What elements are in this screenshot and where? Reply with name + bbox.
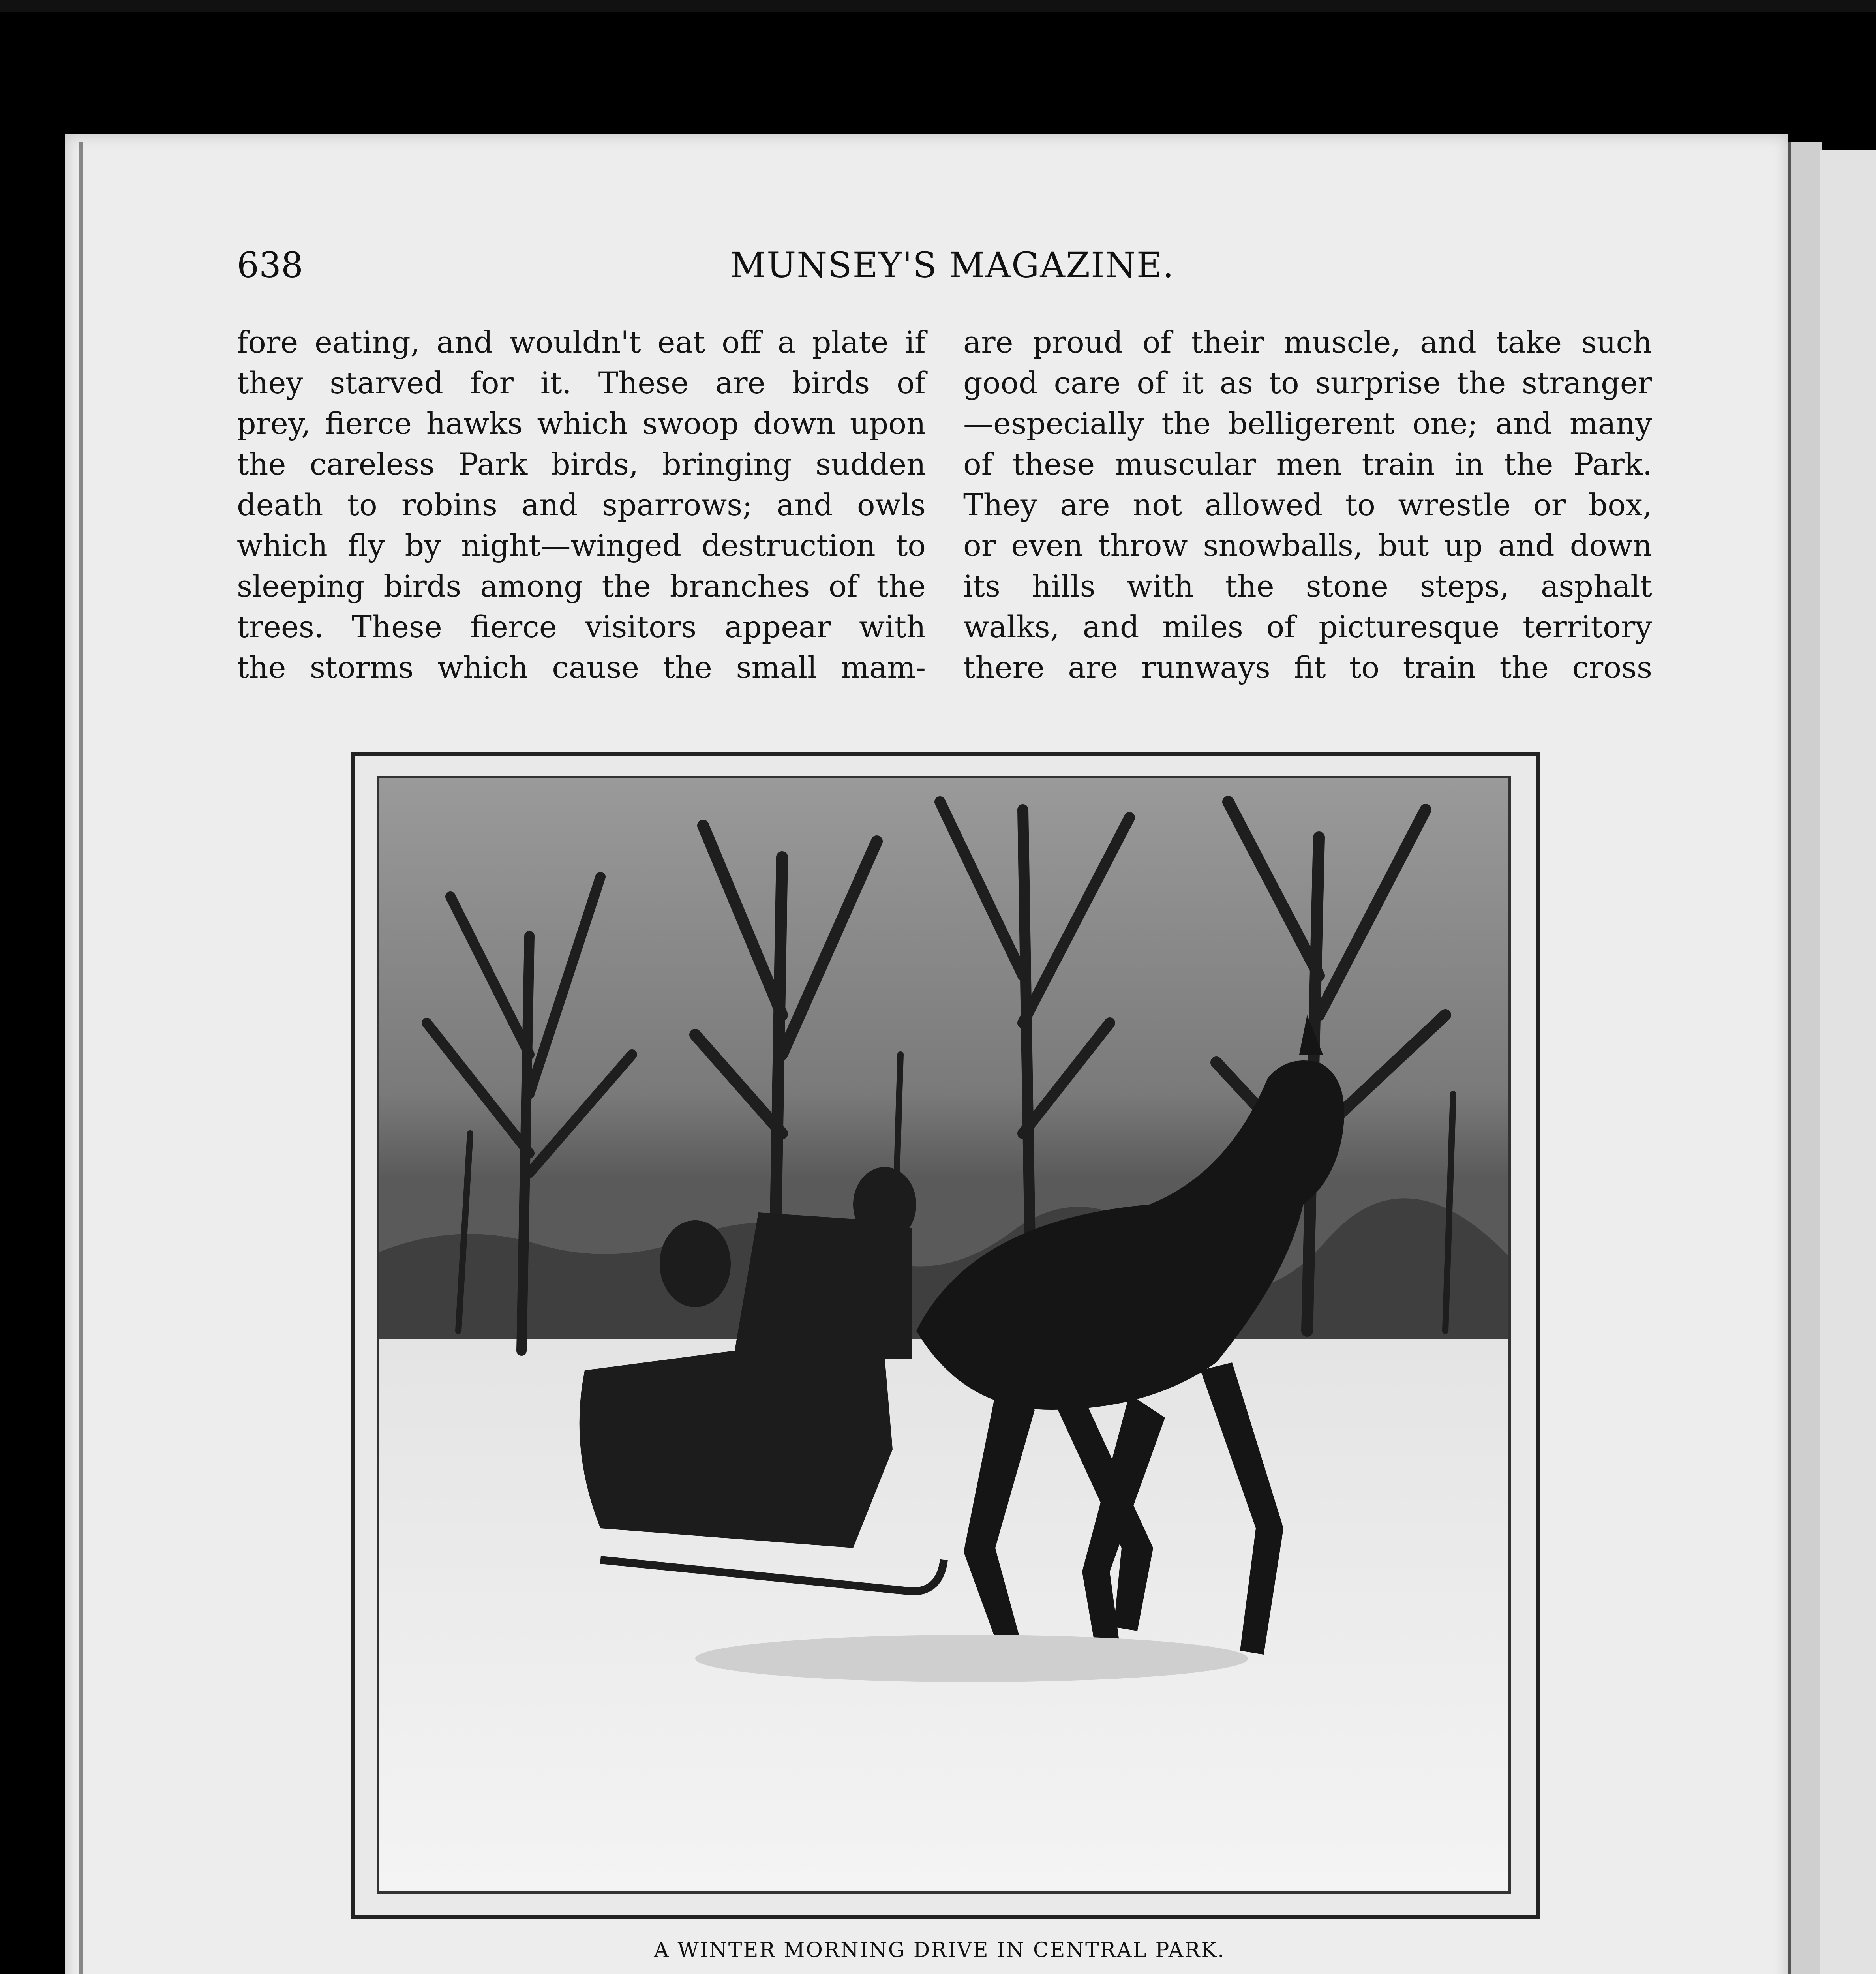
text-line: the careless Park birds, bringing sudden bbox=[237, 447, 926, 482]
text-line: or even throw snowballs, but up and down bbox=[963, 528, 1652, 563]
figure-caption: A WINTER MORNING DRIVE IN CENTRAL PARK. bbox=[654, 1938, 1225, 1962]
photo-illustration bbox=[379, 778, 1508, 1891]
page-number: 638 bbox=[237, 245, 303, 285]
running-head: MUNSEY'S MAGAZINE. bbox=[730, 245, 1174, 285]
text-line: walks, and miles of picturesque territory bbox=[963, 609, 1652, 644]
text-line: prey, fierce hawks which swoop down upon bbox=[237, 406, 926, 441]
next-page-strip bbox=[1820, 150, 1876, 1974]
text-line: sleeping birds among the branches of the bbox=[237, 569, 926, 604]
text-line: the storms which cause the small mam- bbox=[237, 650, 926, 685]
page-spine bbox=[79, 142, 83, 1974]
text-line: fore eating, and wouldn't eat off a plate if bbox=[237, 325, 926, 360]
text-line: They are not allowed to wrestle or box, bbox=[963, 487, 1652, 522]
text-line: its hills with the stone steps, asphalt bbox=[963, 569, 1652, 604]
text-line: death to robins and sparrows; and owls bbox=[237, 487, 926, 522]
text-line: —especially the belligerent one; and many bbox=[963, 406, 1652, 441]
text-line: which fly by night—winged destruction to bbox=[237, 528, 926, 563]
text-line: good care of it as to surprise the stranger bbox=[963, 365, 1652, 400]
text-column-top-left bbox=[237, 322, 926, 688]
scan-border-top bbox=[0, 0, 1876, 12]
winter-drive-photograph bbox=[377, 776, 1511, 1894]
text-column-top-right bbox=[963, 322, 1652, 688]
text-line: there are runways fit to train the cross bbox=[963, 650, 1652, 685]
text-line: are proud of their muscle, and take such bbox=[963, 325, 1652, 360]
text-line: trees. These fierce visitors appear with bbox=[237, 609, 926, 644]
text-line: they starved for it. These are birds of bbox=[237, 365, 926, 400]
page-edge bbox=[1788, 142, 1822, 1974]
text-line: of these muscular men train in the Park. bbox=[963, 447, 1652, 482]
